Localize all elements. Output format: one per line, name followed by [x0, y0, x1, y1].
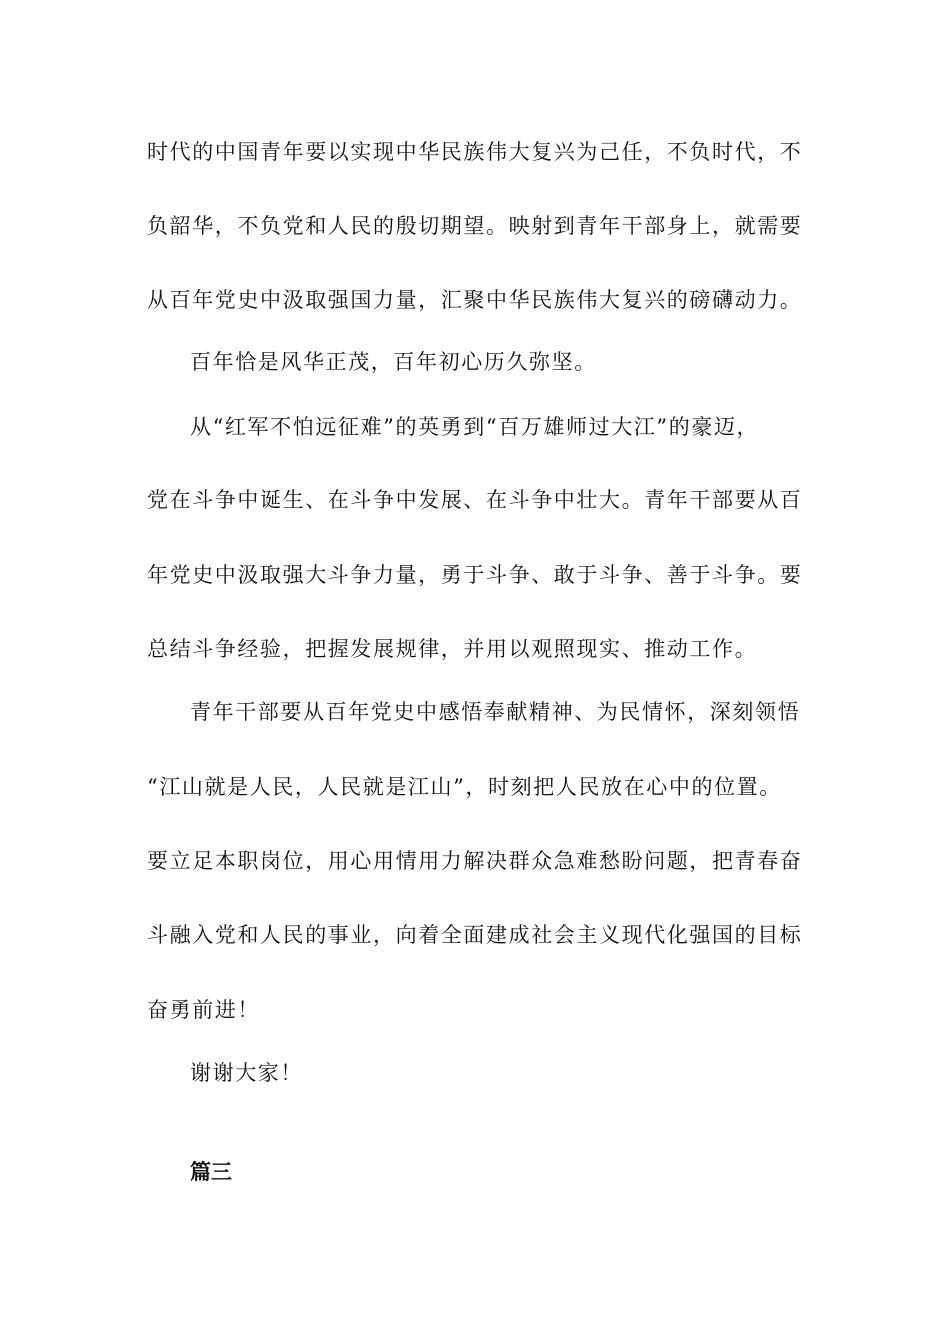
paragraph-line: 年党史中汲取强大斗争力量，勇于斗争、敢于斗争、善于斗争。要: [147, 563, 803, 587]
paragraph-line: 青年干部要从百年党史中感悟奉献精神、为民情怀，深刻领悟: [190, 700, 801, 724]
paragraph-line: “江山就是人民，人民就是江山”，时刻把人民放在心中的位置。: [147, 775, 782, 799]
paragraph-line: 党在斗争中诞生、在斗争中发展、在斗争中壮大。青年干部要从百: [147, 488, 803, 512]
section-heading: 篇三: [190, 1160, 232, 1184]
paragraph-line: 要立足本职岗位，用心用情用力解决群众急难愁盼问题，把青春奋: [147, 849, 803, 873]
paragraph-line: 从百年党史中汲取强国力量，汇聚中华民族伟大复兴的磅礴动力。: [147, 288, 803, 312]
paragraph-line: 奋勇前进！: [147, 998, 260, 1022]
paragraph-line: 从“红军不怕远征难”的英勇到“百万雄师过大江”的豪迈，: [190, 415, 760, 439]
paragraph-line: 时代的中国青年要以实现中华民族伟大复兴为己任，不负时代，不: [147, 140, 803, 164]
paragraph-line: 百年恰是风华正茂，百年初心历久弥坚。: [190, 350, 597, 374]
paragraph-line: 斗融入党和人民的事业，向着全面建成社会主义现代化强国的目标: [147, 923, 803, 947]
paragraph-line: 总结斗争经验，把握发展规律，并用以观照现实、推动工作。: [147, 637, 758, 661]
closing-line: 谢谢大家！: [190, 1061, 303, 1085]
paragraph-line: 负韶华，不负党和人民的殷切期望。映射到青年干部身上，就需要: [147, 214, 803, 238]
